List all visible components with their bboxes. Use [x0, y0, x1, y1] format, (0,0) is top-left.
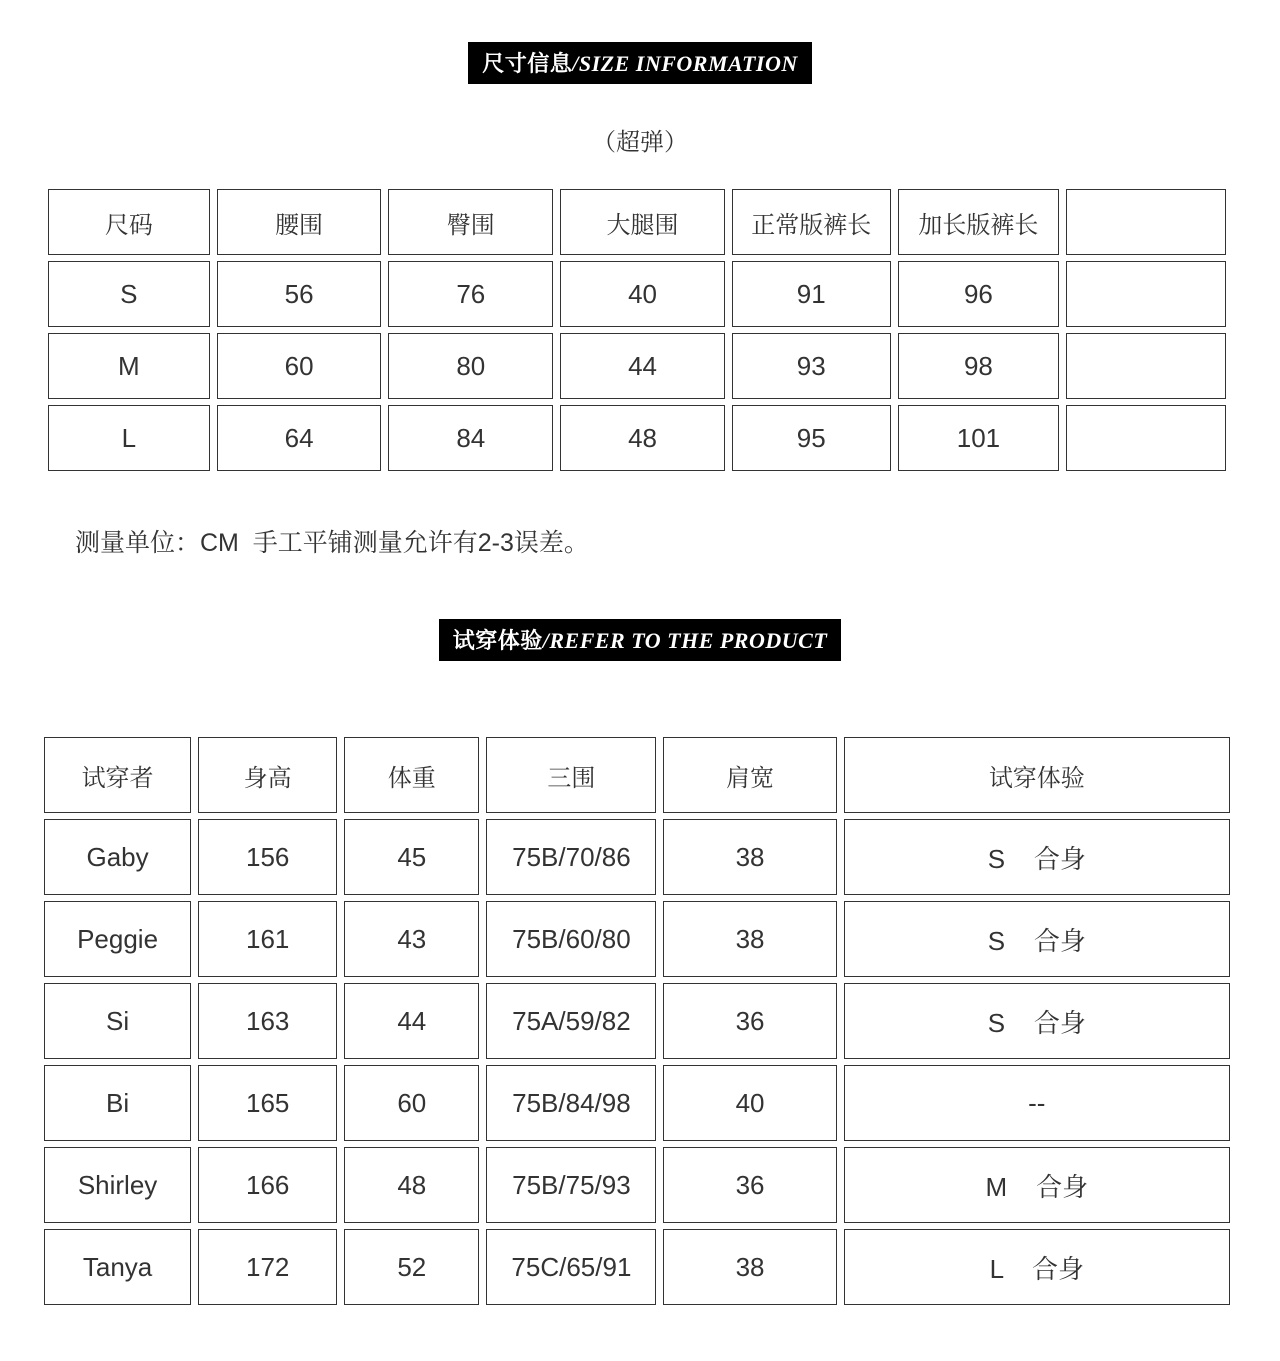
- fit-table-cell: 75B/84/98: [486, 1065, 656, 1141]
- fit-table-cell: 44: [344, 983, 479, 1059]
- table-row: [44, 1147, 1230, 1223]
- size-table-header-cell: [1066, 189, 1226, 255]
- table-row: [44, 1229, 1230, 1305]
- fitting-experience-badge: [439, 619, 842, 661]
- size-table-cell: 48: [560, 405, 725, 471]
- fit-table-cell: 48: [344, 1147, 479, 1223]
- fit-table-cell: 156: [198, 819, 337, 895]
- size-table-header-cell: 加长版裤长: [898, 189, 1060, 255]
- fit-table-cell: 75B/70/86: [486, 819, 656, 895]
- fit-table-header-cell: 三围: [486, 737, 656, 813]
- size-table-cell: 84: [388, 405, 553, 471]
- size-table-cell: 93: [732, 333, 891, 399]
- size-table-cell: S: [48, 261, 210, 327]
- fit-table-header-cell: 试穿者: [44, 737, 191, 813]
- fit-table-cell: 38: [663, 901, 836, 977]
- size-table-cell: 101: [898, 405, 1060, 471]
- fit-table-cell: 75B/75/93: [486, 1147, 656, 1223]
- fit-table-cell: Shirley: [44, 1147, 191, 1223]
- size-table-cell: 76: [388, 261, 553, 327]
- fit-table-cell: 40: [663, 1065, 836, 1141]
- size-table-cell: 64: [217, 405, 382, 471]
- fit-table-cell: S 合身: [844, 901, 1230, 977]
- fit-table-cell: 161: [198, 901, 337, 977]
- size-information-badge: [468, 42, 812, 84]
- bottom-spacer: [0, 1311, 1280, 1361]
- size-table-header-cell: 大腿围: [560, 189, 725, 255]
- fit-table-cell: 45: [344, 819, 479, 895]
- size-table-cell: L: [48, 405, 210, 471]
- size-table-cell: [1066, 261, 1226, 327]
- size-table-cell: 96: [898, 261, 1060, 327]
- fit-table-cell: 60: [344, 1065, 479, 1141]
- fit-table-header-cell: 身高: [198, 737, 337, 813]
- fit-table-header-cell: 体重: [344, 737, 479, 813]
- fit-table-cell: 75C/65/91: [486, 1229, 656, 1305]
- size-badge-cn-label: 尺寸信息: [482, 51, 573, 76]
- fit-table-cell: M 合身: [844, 1147, 1230, 1223]
- size-table-cell: 40: [560, 261, 725, 327]
- size-table-cell: 60: [217, 333, 382, 399]
- size-table-header-cell: 正常版裤长: [732, 189, 891, 255]
- fit-table-header-cell: 肩宽: [663, 737, 836, 813]
- fit-table-cell: 172: [198, 1229, 337, 1305]
- fit-table-cell: S 合身: [844, 983, 1230, 1059]
- fit-table-cell: L 合身: [844, 1229, 1230, 1305]
- fit-table-cell: 43: [344, 901, 479, 977]
- size-table-cell: 91: [732, 261, 891, 327]
- fit-table-cell: Peggie: [44, 901, 191, 977]
- size-table-cell: [1066, 333, 1226, 399]
- table-row: [48, 333, 1226, 399]
- fit-table-cell: 75A/59/82: [486, 983, 656, 1059]
- fit-table-cell: 75B/60/80: [486, 901, 656, 977]
- fit-table-cell: Tanya: [44, 1229, 191, 1305]
- fit-badge-cn-label: 试穿体验: [452, 628, 543, 653]
- fit-table-cell: 166: [198, 1147, 337, 1223]
- table-row: [48, 261, 1226, 327]
- table-row: [44, 983, 1230, 1059]
- fit-table-cell: Si: [44, 983, 191, 1059]
- size-table-header-cell: 尺码: [48, 189, 210, 255]
- fit-table-cell: --: [844, 1065, 1230, 1141]
- size-table: [41, 183, 1233, 477]
- size-table-cell: 44: [560, 333, 725, 399]
- size-table-header-row: [48, 189, 1226, 255]
- fit-table-header-cell: 试穿体验: [844, 737, 1230, 813]
- measurement-note: 测量单位：CM 手工平铺测量允许有2-3误差。: [75, 529, 589, 557]
- size-table-header-cell: 腰围: [217, 189, 382, 255]
- fit-table-header-row: [44, 737, 1230, 813]
- stretch-note: （超弹）: [592, 129, 688, 156]
- fit-table-cell: 36: [663, 1147, 836, 1223]
- size-table-cell: [1066, 405, 1226, 471]
- table-row: [44, 901, 1230, 977]
- size-badge-en-label: /SIZE INFORMATION: [572, 51, 798, 76]
- size-table-cell: 98: [898, 333, 1060, 399]
- fit-table-cell: 38: [663, 819, 836, 895]
- size-table-cell: 80: [388, 333, 553, 399]
- fit-table-cell: 163: [198, 983, 337, 1059]
- size-table-cell: 56: [217, 261, 382, 327]
- fit-table-cell: Gaby: [44, 819, 191, 895]
- fit-table-cell: 165: [198, 1065, 337, 1141]
- fit-table-cell: Bi: [44, 1065, 191, 1141]
- fit-table-cell: S 合身: [844, 819, 1230, 895]
- fit-table-cell: 38: [663, 1229, 836, 1305]
- size-table-cell: 95: [732, 405, 891, 471]
- size-table-cell: M: [48, 333, 210, 399]
- size-table-header-cell: 臀围: [388, 189, 553, 255]
- fit-table: [37, 731, 1237, 1311]
- fit-table-cell: 36: [663, 983, 836, 1059]
- fit-table-cell: 52: [344, 1229, 479, 1305]
- table-row: [44, 1065, 1230, 1141]
- table-row: [44, 819, 1230, 895]
- table-row: [48, 405, 1226, 471]
- fit-badge-en-label: /REFER TO THE PRODUCT: [542, 628, 828, 653]
